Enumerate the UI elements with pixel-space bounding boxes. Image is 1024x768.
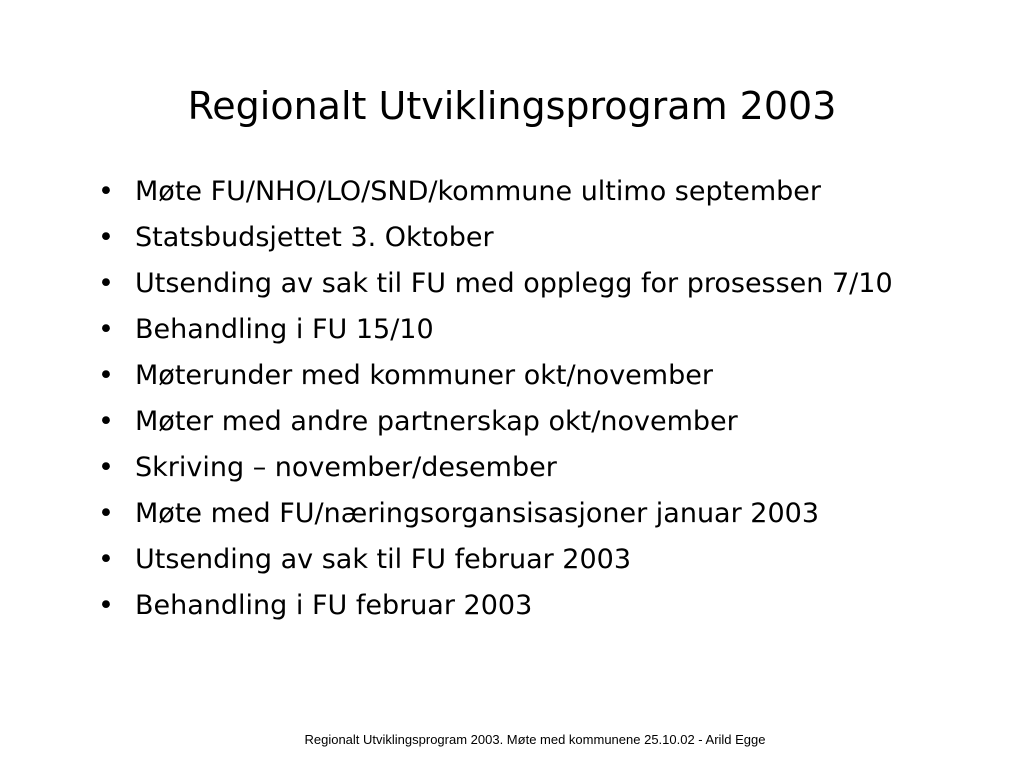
bullet-icon: • <box>98 544 114 575</box>
list-item-text: Utsending av sak til FU februar 2003 <box>135 544 632 575</box>
list-item-text: Møter med andre partnerskap okt/november <box>135 406 738 437</box>
list-item <box>98 358 958 394</box>
list-item <box>98 588 958 624</box>
list-item-text: Skriving – november/desember <box>135 452 557 483</box>
bullet-icon: • <box>98 498 114 529</box>
slide-footer: Regionalt Utviklingsprogram 2003. Møte med kommunene 25.10.02 - Arild Egge <box>304 732 766 747</box>
slide-title: Regionalt Utviklingsprogram 2003 <box>187 84 837 128</box>
list-item <box>98 496 958 532</box>
bullet-icon: • <box>98 452 114 483</box>
list-item <box>98 220 958 256</box>
bullet-icon: • <box>98 406 114 437</box>
list-item-text: Behandling i FU februar 2003 <box>135 590 533 621</box>
list-item-text: Møterunder med kommuner okt/november <box>135 360 713 391</box>
bullet-icon: • <box>98 314 114 345</box>
bullet-icon: • <box>98 176 114 207</box>
list-item-text: Utsending av sak til FU med opplegg for prosessen 7/10 <box>135 268 893 299</box>
list-item <box>98 450 958 486</box>
list-item-text: Møte med FU/næringsorgansisasjoner januar 2003 <box>135 498 819 529</box>
bullet-icon: • <box>98 360 114 391</box>
list-item <box>98 174 958 210</box>
list-item-text: Behandling i FU 15/10 <box>135 314 434 345</box>
bullet-icon: • <box>98 590 114 621</box>
list-item-text: Møte FU/NHO/LO/SND/kommune ultimo september <box>135 176 821 207</box>
list-item <box>98 266 958 302</box>
bullet-icon: • <box>98 222 114 253</box>
list-item <box>98 404 958 440</box>
list-item <box>98 312 958 348</box>
bullet-icon: • <box>98 268 114 299</box>
list-item <box>98 542 958 578</box>
bullet-list <box>98 174 958 634</box>
list-item-text: Statsbudsjettet 3. Oktober <box>135 222 494 253</box>
